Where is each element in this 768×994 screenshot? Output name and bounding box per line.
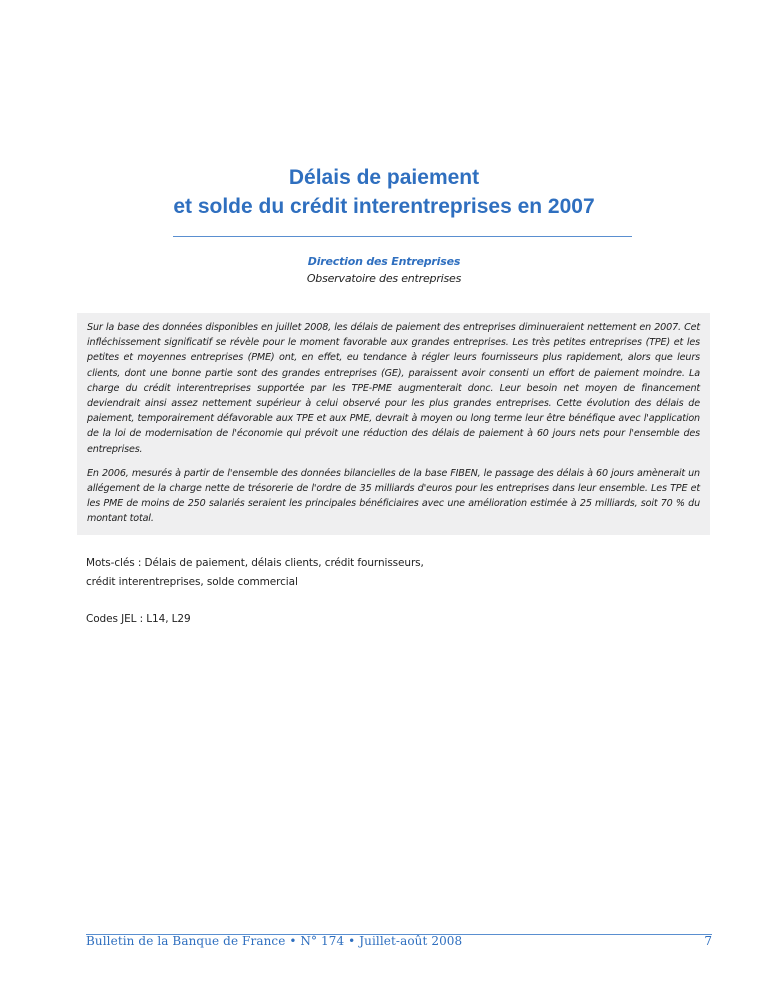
author-block	[0, 253, 768, 287]
title-divider	[173, 236, 632, 237]
directorate-name: Direction des Entreprises	[307, 255, 461, 268]
title-line-1: Délais de paiement	[288, 166, 480, 189]
jel-codes: Codes JEL : L14, L29	[86, 613, 191, 625]
keywords	[86, 554, 446, 592]
unit-name: Observatoire des entreprises	[306, 272, 462, 285]
page-title	[0, 163, 768, 221]
page-number: 7	[704, 934, 712, 948]
abstract-box	[77, 313, 710, 535]
title-line-2: et solde du crédit interentreprises en 2007	[173, 195, 595, 218]
abstract-paragraph-2: En 2006, mesurés à partir de l'ensemble des données bilancielles de la base FIBEN, le passage des délais à 60 jours amènerait un allégement de la charge nette de trésorerie de l'ordre de 35 milliards d'euros pour les entreprises dans leur ensemble. Les TPE et les PME de moins de 250 salariés seraient les principales bénéficiaires avec une amélioration estimée à 25 milliards, soit 70 % du montant total.	[87, 467, 700, 525]
footer-publication: Bulletin de la Banque de France • N° 174 • Juillet-août 2008	[86, 934, 463, 948]
abstract-paragraph-1: Sur la base des données disponibles en juillet 2008, les délais de paiement des entreprises diminueraient nettement en 2007. Cet infléchissement significatif se révèle pour le moment favorable aux grandes entreprises. Les très petites entreprises (TPE) et les petites et moyennes entreprises (PME) ont, en effet, eu tendance à régler leurs fournisseurs plus rapidement, alors que leurs clients, dont une bonne partie sont des grandes entreprises (GE), paraissent avoir consenti un effort de paiement moindre. La charge du crédit interentreprises supportée par les TPE-PME augmenterait donc. Leur besoin net moyen de financement deviendrait ainsi assez nettement supérieur à celui observé pour les plus grandes entreprises. Cette évolution des délais de paiement, temporairement défavorable aux TPE et aux PME, devrait à moyen ou long terme leur être bénéfique avec l'application de la loi de modernisation de l'économie qui prévoit une réduction des délais de paiement à 60 jours nets pour l'ensemble des entreprises.	[87, 322, 700, 455]
keywords-line-2: crédit interentreprises, solde commercial	[86, 576, 298, 588]
keywords-line-1: Mots-clés : Délais de paiement, délais clients, crédit fournisseurs,	[86, 557, 424, 569]
